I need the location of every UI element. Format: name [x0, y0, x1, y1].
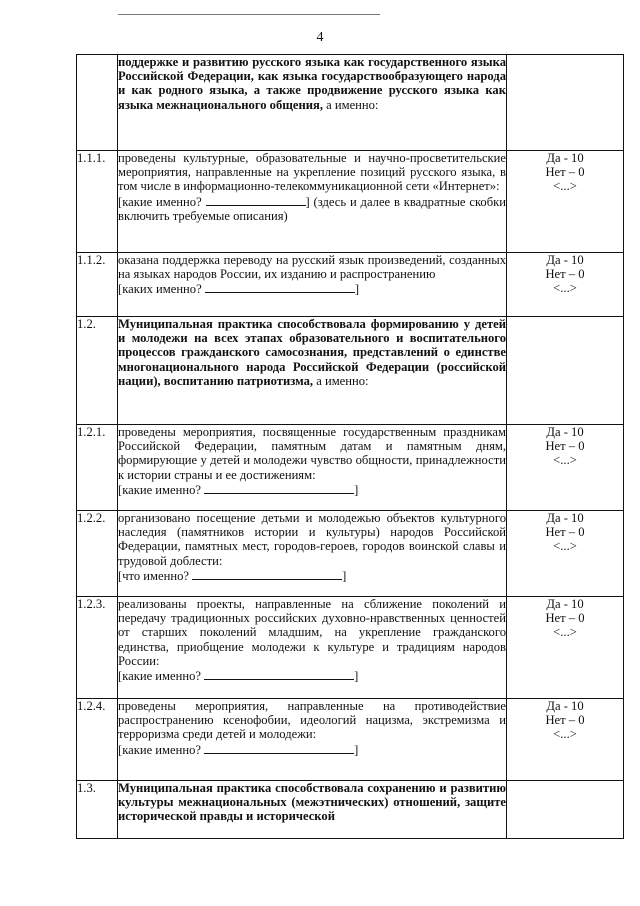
score-no: Нет – 0 — [545, 439, 585, 454]
prompt-label: [какие именно? — [118, 742, 201, 757]
item-text: Муниципальная практика способствовала сохранению и развитию культуры межнациональных (межэтнических) отношений, защите исторической правды и исторической — [118, 781, 507, 839]
item-number: 1.1.2. — [77, 253, 118, 317]
item-text: организовано посещение детьми и молодежью объектов культурного наследия (памятников истории и культуры) народов Российской Федерации, памятных мест, городов-героев, городов воинской славы и трудовой доблести: [что именно? ] — [118, 511, 507, 597]
item-number: 1.2. — [77, 317, 118, 425]
score-other: <...> — [553, 625, 577, 640]
score-cell — [507, 55, 624, 151]
score-yes: Да - 10 — [546, 511, 584, 525]
item-number: 1.1.1. — [77, 151, 118, 253]
criteria-table — [76, 54, 624, 839]
score-cell — [507, 781, 624, 839]
score-yes: Да - 10 — [546, 425, 584, 439]
item-number: 1.2.1. — [77, 425, 118, 511]
top-scan-line — [118, 14, 380, 15]
score-other: <...> — [553, 453, 577, 468]
page-number: 4 — [316, 30, 324, 45]
item-text: поддержке и развитию русского языка как государственного языка Российской Федерации, как языка государствообразующего народа и как родного языка, а также продвижение русского языка как языка межнационального общения, а именно: — [118, 55, 507, 151]
answer-blank[interactable] — [204, 742, 354, 754]
table-row — [77, 597, 624, 699]
score-yes: Да - 10 — [546, 253, 584, 267]
score-no: Нет – 0 — [545, 611, 585, 626]
prompt-label: [какие именно? — [118, 482, 201, 497]
score-yes: Да - 10 — [546, 699, 584, 713]
item-text: проведены мероприятия, посвященные государственным праздникам Российской Федерации, памятным датам и памятным дням, формирующие у детей и молодежи чувство общности, принадлежности к истории страны и ее достижениям: [какие именно? ] — [118, 425, 507, 511]
answer-blank[interactable] — [204, 668, 354, 680]
item-text: Муниципальная практика способствовала формированию у детей и молодежи на всех этапах образовательного и воспитательного процессов гражданского самосознания, представлений о единстве многонационального народа Российской Федерации (российской нации), воспитанию патриотизма, а именно: — [118, 317, 507, 425]
score-other: <...> — [553, 539, 577, 554]
table-row — [77, 425, 624, 511]
answer-blank[interactable] — [205, 281, 355, 293]
score-cell — [507, 253, 624, 317]
item-text: проведены культурные, образовательные и научно-просветительские мероприятия, направленные на укрепление позиций русского языка, в том числе в информационно-телекоммуникационной сети «Интернет»: [какие именно? ] (здесь и далее в квадратные скобки включить требуемые описания) — [118, 151, 507, 253]
score-cell — [507, 317, 624, 425]
table-row — [77, 511, 624, 597]
prompt-label: [что именно? — [118, 568, 189, 583]
table-row — [77, 317, 624, 425]
table-row — [77, 781, 624, 839]
prompt-label: [какие именно? — [118, 194, 202, 209]
score-other: <...> — [553, 179, 577, 194]
table-row — [77, 151, 624, 253]
score-no: Нет – 0 — [545, 267, 585, 282]
item-number — [77, 55, 118, 151]
score-cell — [507, 511, 624, 597]
score-no: Нет – 0 — [545, 165, 585, 180]
score-no: Нет – 0 — [545, 713, 585, 728]
item-number: 1.2.3. — [77, 597, 118, 699]
score-no: Нет – 0 — [545, 525, 585, 540]
item-number: 1.2.4. — [77, 699, 118, 781]
item-text: проведены мероприятия, направленные на противодействие распространению ксенофобии, идеологий нацизма, экстремизма и терроризма среди детей и молодежи: [какие именно? ] — [118, 699, 507, 781]
item-text: реализованы проекты, направленные на сближение поколений и передачу традиционных российских духовно-нравственных ценностей от старших поколений младшим, на укрепление гражданского единства, приобщение молодежи к культуре и традициям народов России: [какие именно? ] — [118, 597, 507, 699]
item-number: 1.2.2. — [77, 511, 118, 597]
score-yes: Да - 10 — [546, 597, 584, 611]
item-text: оказана поддержка переводу на русский язык произведений, созданных на языках народов России, их изданию и распространению [каких именно? ] — [118, 253, 507, 317]
table-row — [77, 253, 624, 317]
table-row — [77, 699, 624, 781]
score-cell — [507, 699, 624, 781]
table-row — [77, 55, 624, 151]
score-cell — [507, 151, 624, 253]
score-other: <...> — [553, 281, 577, 296]
score-cell — [507, 425, 624, 511]
score-other: <...> — [553, 727, 577, 742]
answer-blank[interactable] — [206, 194, 306, 206]
answer-blank[interactable] — [192, 568, 342, 580]
prompt-label: [каких именно? — [118, 282, 202, 297]
prompt-label: [какие именно? — [118, 669, 201, 684]
answer-blank[interactable] — [204, 482, 354, 494]
score-yes: Да - 10 — [546, 151, 584, 165]
score-cell — [507, 597, 624, 699]
item-number: 1.3. — [77, 781, 118, 839]
